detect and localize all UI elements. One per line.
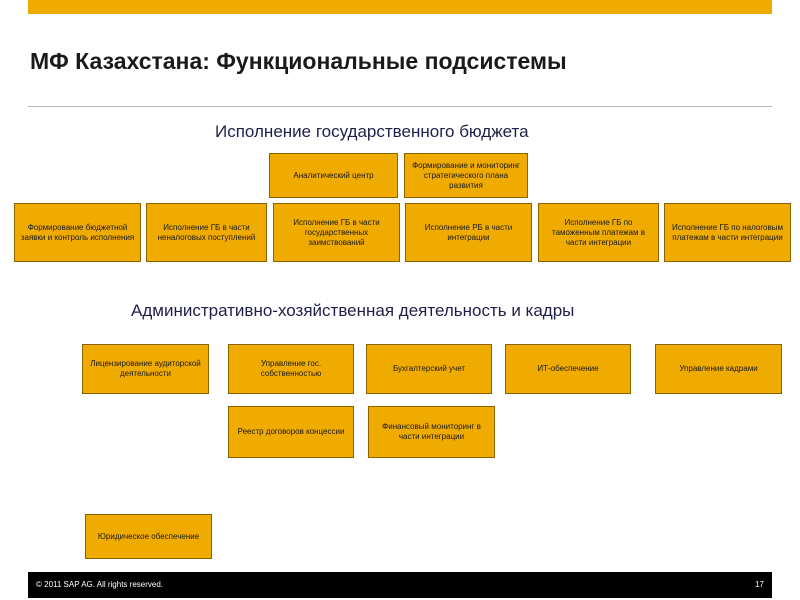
box-financial-monitoring: Финансовый мониторинг в части интеграции	[368, 406, 495, 458]
box-state-property: Управление гос. собственностью	[228, 344, 354, 394]
box-strategic-plan: Формирование и мониторинг стратегического плана развития	[404, 153, 528, 198]
budget-section-heading: Исполнение государственного бюджета	[215, 122, 529, 141]
box-state-borrowings: Исполнение ГБ в части государственных заимствований	[273, 203, 400, 262]
box-rb-integration: Исполнение РБ в части интеграции	[405, 203, 532, 262]
box-concession-registry: Реестр договоров концессии	[228, 406, 354, 458]
box-hr-management: Управление кадрами	[655, 344, 782, 394]
box-legal-support: Юридическое обеспечение	[85, 514, 212, 559]
box-it-support: ИТ-обеспечение	[505, 344, 631, 394]
box-customs-payments: Исполнение ГБ по таможенным платежам в части интеграции	[538, 203, 659, 262]
page-number: 17	[755, 580, 764, 589]
title-divider	[28, 106, 772, 107]
box-non-tax-revenue: Исполнение ГБ в части неналоговых поступлений	[146, 203, 267, 262]
box-budget-request: Формирование бюджетной заявки и контроль исполнения	[14, 203, 141, 262]
box-accounting: Бухгалтерский учет	[366, 344, 492, 394]
top-accent-bar	[28, 0, 772, 14]
admin-section-heading: Административно-хозяйственная деятельность и кадры	[131, 301, 575, 320]
box-audit-licensing: Лицензирование аудиторской деятельности	[82, 344, 209, 394]
footer-bar	[28, 572, 772, 598]
footer-copyright: © 2011 SAP AG. All rights reserved.	[36, 580, 163, 589]
slide-title: МФ Казахстана: Функциональные подсистемы	[30, 48, 567, 74]
box-analytic-center: Аналитический центр	[269, 153, 398, 198]
box-tax-payments: Исполнение ГБ по налоговым платежам в части интеграции	[664, 203, 791, 262]
